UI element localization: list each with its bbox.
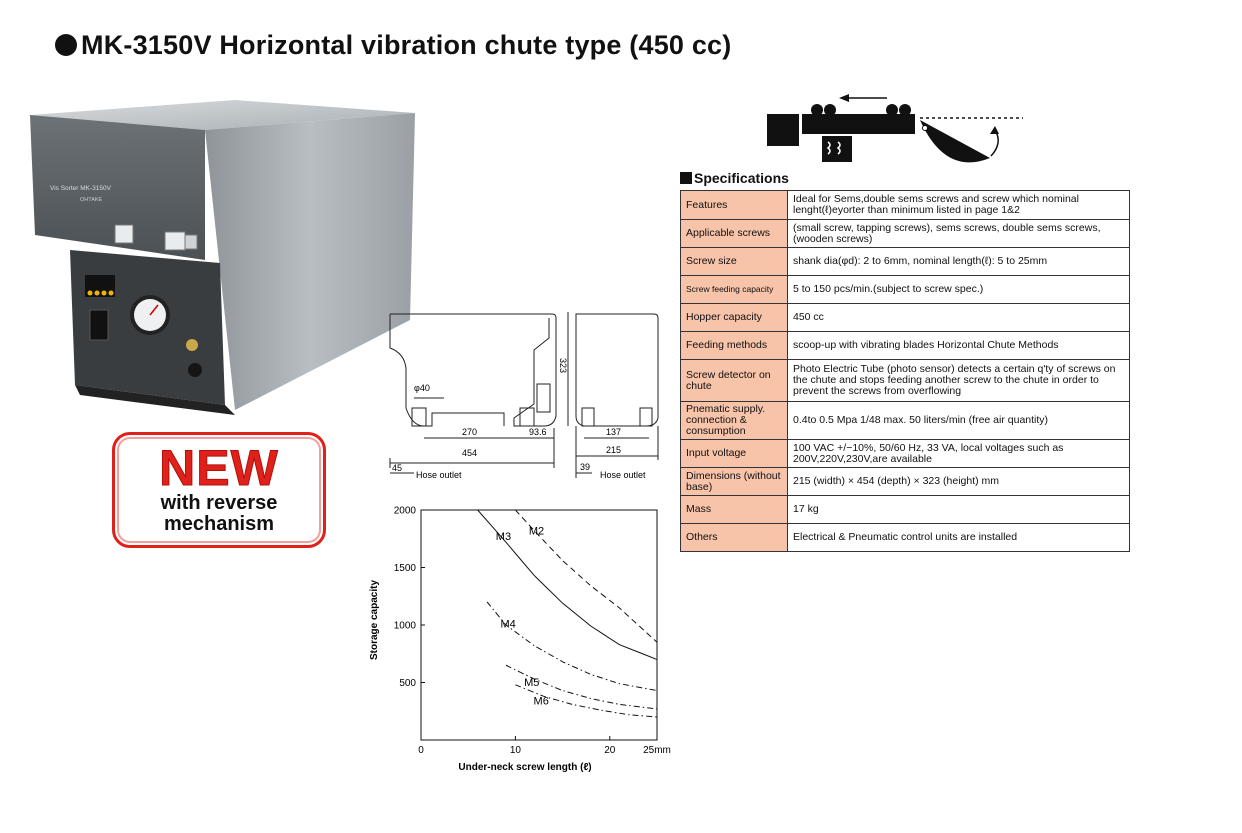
spec-label: Pnematic supply. connection & consumption (681, 402, 788, 440)
square-icon (680, 172, 692, 184)
spec-label: Feeding methods (681, 332, 788, 360)
series-label-m5: M5 (524, 677, 540, 690)
spec-row (681, 360, 1130, 402)
spec-row (681, 468, 1130, 496)
spec-row (681, 276, 1130, 304)
spec-row (681, 332, 1130, 360)
spec-value: shank dia(φd): 2 to 6mm, nominal length(ℓ): 5 to 25mm (788, 248, 1130, 276)
spec-label: Features (681, 191, 788, 220)
spec-value: scoop-up with vibrating blades Horizontal Chute Methods (788, 332, 1130, 360)
spec-value: 5 to 150 pcs/min.(subject to screw spec.) (788, 276, 1130, 304)
x-tick-label: 0 (418, 745, 424, 756)
spec-label: Mass (681, 496, 788, 524)
y-axis-label: Storage capacity (369, 579, 380, 661)
dim-215: 215 (606, 445, 622, 455)
page-title (55, 30, 731, 61)
spec-label: Applicable screws (681, 220, 788, 248)
spec-value: 450 cc (788, 304, 1130, 332)
x-tick-label: 25mm (643, 745, 671, 756)
hose-outlet-2: Hose outlet (600, 470, 646, 480)
spec-label: Dimensions (without base) (681, 468, 788, 496)
x-tick-label: 20 (604, 745, 616, 756)
series-line-m4 (487, 602, 657, 691)
storage-capacity-chart (350, 498, 690, 778)
x-axis-label: Under-neck screw length (ℓ) (458, 762, 592, 773)
spec-row (681, 191, 1130, 220)
spec-row (681, 524, 1130, 552)
y-tick-label: 1000 (393, 620, 416, 632)
series-label-m4: M4 (500, 618, 516, 631)
new-badge-line1: with reverse (160, 492, 278, 514)
dim-454: 454 (462, 448, 478, 458)
spec-row (681, 402, 1130, 440)
new-badge (112, 432, 326, 548)
mechanism-diagram (765, 88, 1030, 168)
spec-label: Others (681, 524, 788, 552)
dim-93-6: 93.6 (529, 427, 547, 437)
spec-value: 17 kg (788, 496, 1130, 524)
dim-323: 323 (558, 358, 568, 374)
dim-45: 45 (392, 463, 403, 473)
spec-value: Electrical & Pneumatic control units are installed (788, 524, 1130, 552)
spec-row (681, 496, 1130, 524)
page-title-text: MK-3150V Horizontal vibration chute type (450 cc) (81, 30, 732, 60)
dim-phi: φ40 (414, 383, 430, 393)
product-panel-sub: OHTAKE (80, 197, 103, 203)
spec-value: (small screw, tapping screws), sems screws, double sems screws, (wooden screws) (788, 220, 1130, 248)
spec-row (681, 248, 1130, 276)
dimension-drawing (384, 308, 664, 483)
dim-270: 270 (462, 427, 478, 437)
new-badge-title: NEW (159, 440, 279, 496)
spec-value: 100 VAC +/−10%, 50/60 Hz, 33 VA, local voltages such as 200V,220V,230V,are available (788, 440, 1130, 468)
spec-label: Screw feeding capacity (681, 276, 788, 304)
bullet-icon (55, 34, 77, 56)
spec-heading (680, 170, 789, 186)
spec-row (681, 440, 1130, 468)
spec-value: 0.4to 0.5 Mpa 1/48 max. 50 liters/min (free air quantity) (788, 402, 1130, 440)
spec-heading-text: Specifications (694, 170, 789, 186)
spec-label: Hopper capacity (681, 304, 788, 332)
spec-row (681, 220, 1130, 248)
x-tick-label: 10 (509, 745, 521, 756)
hose-outlet-1: Hose outlet (416, 470, 462, 480)
dim-137: 137 (606, 427, 622, 437)
y-tick-label: 2000 (393, 505, 416, 517)
spec-value: Photo Electric Tube (photo sensor) detects a certain q'ty of screws on the chute and stops feeding another screw to the chute in order to prevent the screws from overflowing (788, 360, 1130, 402)
series-label-m2: M2 (528, 525, 545, 538)
spec-row (681, 304, 1130, 332)
y-tick-label: 1500 (393, 563, 416, 574)
spec-label: Screw detector on chute (681, 360, 788, 402)
spec-label: Screw size (681, 248, 788, 276)
dim-39: 39 (580, 462, 591, 472)
series-label-m3: M3 (495, 531, 512, 544)
new-badge-line2: mechanism (163, 513, 275, 535)
spec-table (680, 190, 1130, 552)
product-photo (20, 95, 420, 425)
series-label-m6: M6 (533, 695, 549, 708)
spec-value: Ideal for Sems,double sems screws and screw which nominal lenght(ℓ)eyorter than minimum listed in page 1&2 (788, 191, 1130, 220)
spec-label: Input voltage (681, 440, 788, 468)
spec-value: 215 (width) × 454 (depth) × 323 (height) mm (788, 468, 1130, 496)
product-panel-label: Vis Sorter MK-3150V (50, 185, 111, 192)
y-tick-label: 500 (399, 678, 416, 689)
